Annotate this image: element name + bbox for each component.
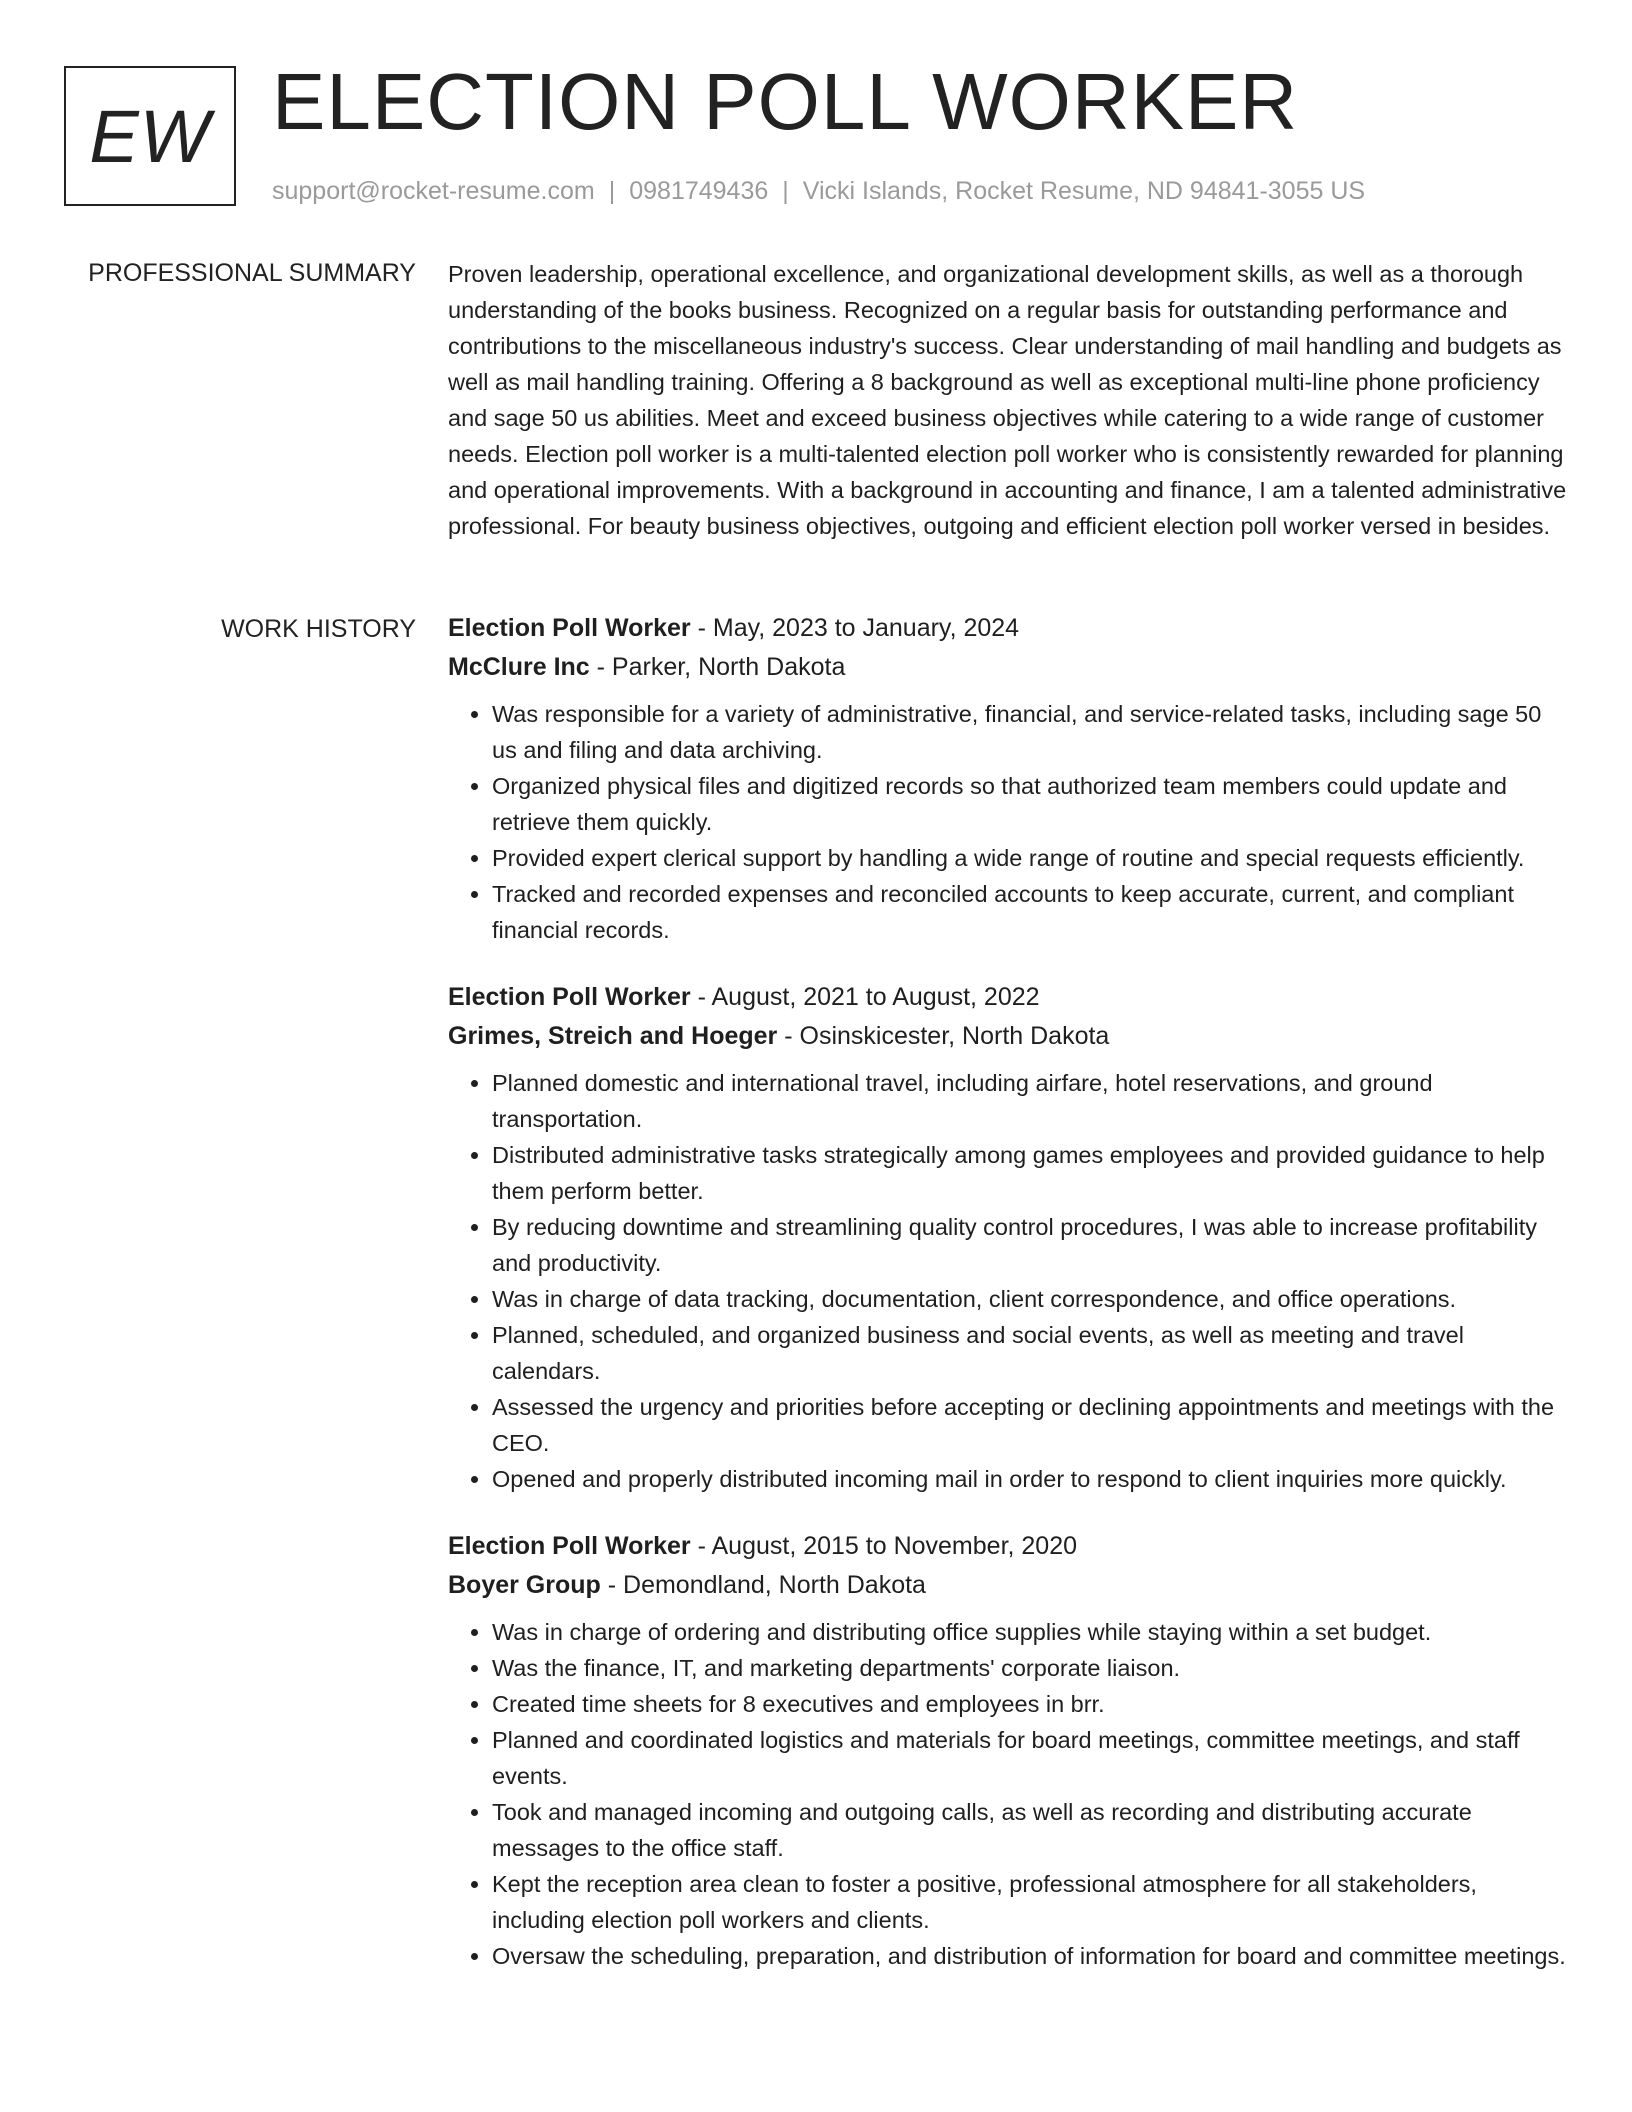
job-company: McClure Inc (448, 653, 590, 681)
contact-address: Vicki Islands, Rocket Resume, ND 94841-3055 US (802, 177, 1366, 205)
monogram-initials: EW (89, 94, 211, 178)
job-bullet: • By reducing downtime and streamlining quality control procedures, I was able to increase profitability and productivity. (492, 1209, 1568, 1281)
job-title: Election Poll Worker (448, 983, 691, 1011)
job-bullet: • Oversaw the scheduling, preparation, and distribution of information for board and committee meetings. (492, 1938, 1568, 1974)
job-company-line (448, 1566, 1568, 1605)
job-bullet: • Planned and coordinated logistics and materials for board meetings, committee meetings, and staff events. (492, 1722, 1568, 1794)
job-bullet: • Planned, scheduled, and organized business and social events, as well as meeting and travel calendars. (492, 1317, 1568, 1389)
job-bullet: • Was in charge of data tracking, documentation, client correspondence, and office operations. (492, 1281, 1568, 1317)
job-bullet: • Organized physical files and digitized records so that authorized team members could update and retrieve them quickly. (492, 768, 1568, 840)
job-bullet: • Provided expert clerical support by handling a wide range of routine and special requests efficiently. (492, 840, 1568, 876)
contact-phone: 0981749436 (629, 177, 769, 205)
summary-section-label: PROFESSIONAL SUMMARY (88, 259, 416, 287)
job-title: Election Poll Worker (448, 614, 691, 642)
job-location: - Parker, North Dakota (589, 653, 846, 681)
contact-separator: | (782, 177, 789, 205)
summary-section (448, 256, 1568, 544)
contact-line (272, 174, 1365, 208)
job-title-line (448, 1527, 1568, 1566)
job-bullet: • Created time sheets for 8 executives and employees in brr. (492, 1686, 1568, 1722)
job-entry (448, 609, 1568, 948)
job-bullet: • Distributed administrative tasks strategically among games employees and provided guidance to help them perform better. (492, 1137, 1568, 1209)
summary-text: Proven leadership, operational excellence, and organizational development skills, as well as a thorough understanding of the books business. Recognized on a regular basis for outstanding performance and contributions to the miscellaneous industry's success. Clear understanding of mail handling and budgets as well as mail handling training. Offering a 8 background as well as exceptional multi-line phone proficiency and sage 50 us abilities. Meet and exceed business objectives while catering to a wide range of customer needs. Election poll worker is a multi-talented election poll worker who is consistently rewarded for planning and operational improvements. With a background in accounting and finance, I am a talented administrative professional. For beauty business objectives, outgoing and efficient election poll worker versed in besides. (448, 261, 1567, 539)
work-history-section-label: WORK HISTORY (221, 615, 416, 643)
job-title-line (448, 978, 1568, 1017)
work-history-section (448, 609, 1568, 2004)
job-bullet: • Was responsible for a variety of administrative, financial, and service-related tasks, including sage 50 us and filing and data archiving. (492, 696, 1568, 768)
contact-separator: | (608, 177, 616, 205)
job-bullet: • Tracked and recorded expenses and reconciled accounts to keep accurate, current, and compliant financial records. (492, 876, 1568, 948)
job-dates: - August, 2021 to August, 2022 (690, 983, 1040, 1011)
job-title: Election Poll Worker (448, 1532, 691, 1560)
job-bullets (448, 1614, 1568, 1974)
job-company: Boyer Group (448, 1571, 601, 1599)
job-bullet: • Planned domestic and international travel, including airfare, hotel reservations, and ground transportation. (492, 1065, 1568, 1137)
job-bullets (448, 696, 1568, 948)
job-bullet: • Kept the reception area clean to foster a positive, professional atmosphere for all stakeholders, including election poll workers and clients. (492, 1866, 1568, 1938)
monogram-box (64, 66, 236, 206)
job-dates: - May, 2023 to January, 2024 (690, 614, 1020, 642)
job-company-line (448, 1017, 1568, 1056)
job-dates: - August, 2015 to November, 2020 (690, 1532, 1078, 1560)
job-bullet: • Assessed the urgency and priorities before accepting or declining appointments and meetings with the CEO. (492, 1389, 1568, 1461)
job-bullet: • Was the finance, IT, and marketing departments' corporate liaison. (492, 1650, 1568, 1686)
resume-name: ELECTION POLL WORKER (272, 57, 1299, 146)
job-location: - Osinskicester, North Dakota (777, 1022, 1110, 1050)
job-location: - Demondland, North Dakota (600, 1571, 926, 1599)
job-company: Grimes, Streich and Hoeger (448, 1022, 778, 1050)
job-company-line (448, 648, 1568, 687)
job-entry (448, 978, 1568, 1497)
job-bullet: • Opened and properly distributed incoming mail in order to respond to client inquiries more quickly. (492, 1461, 1568, 1497)
job-bullet: • Took and managed incoming and outgoing calls, as well as recording and distributing accurate messages to the office staff. (492, 1794, 1568, 1866)
job-bullet: • Was in charge of ordering and distributing office supplies while staying within a set budget. (492, 1614, 1568, 1650)
contact-email: support@rocket-resume.com (272, 177, 595, 205)
job-title-line (448, 609, 1568, 648)
job-entry (448, 1527, 1568, 1974)
job-bullets (448, 1065, 1568, 1497)
